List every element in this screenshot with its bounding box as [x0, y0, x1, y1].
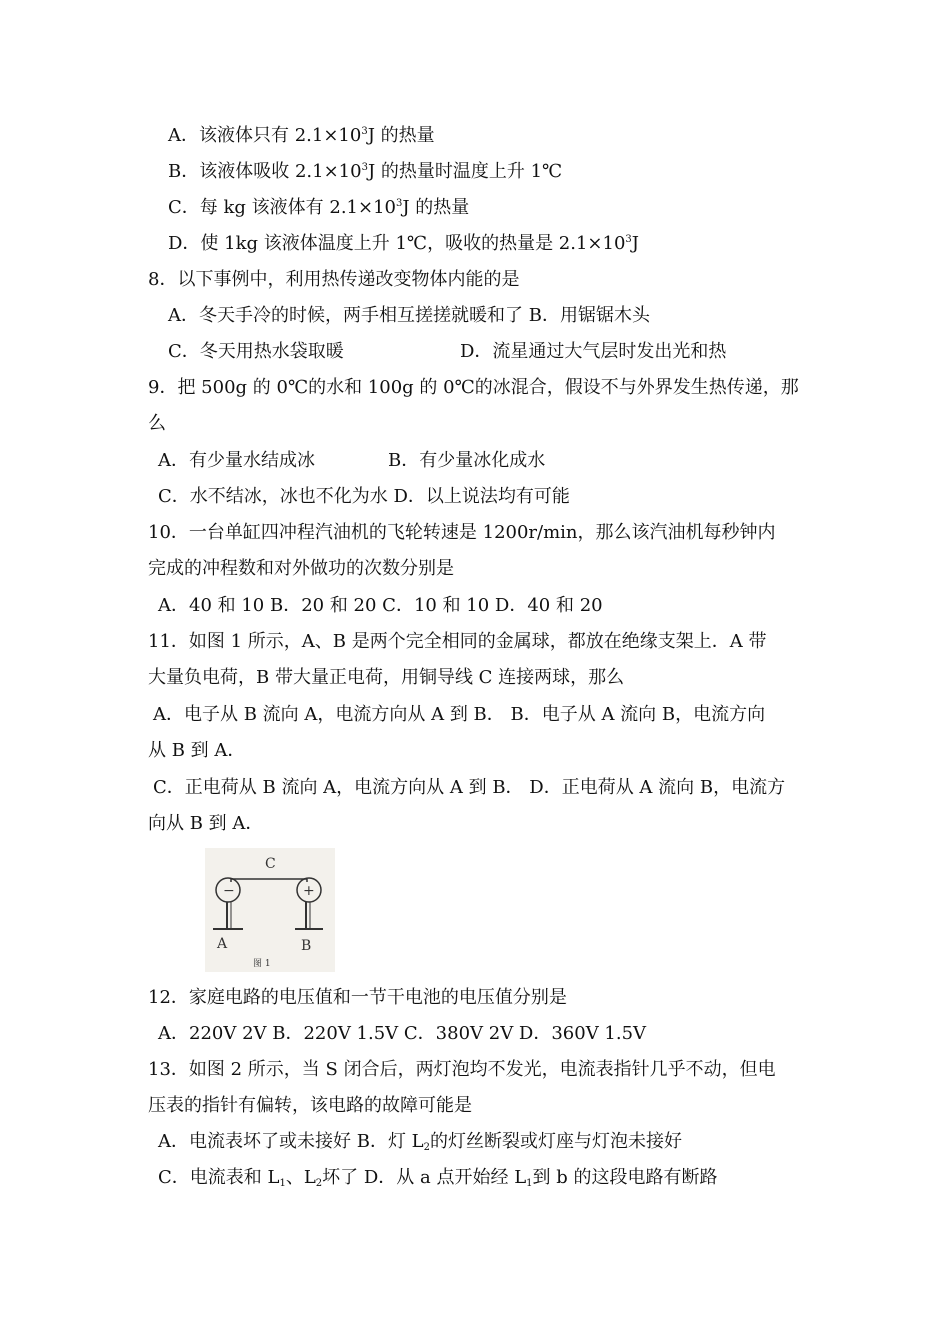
q8-option-c: C．冬天用热水袋取暖 [168, 341, 344, 362]
figure-label-c: C [265, 856, 276, 872]
q13-stem-line2: 压表的指针有偏转，该电路的故障可能是 [148, 1095, 472, 1116]
q7-option-c: C．每 kg 该液体有 $2.1\times 10^3J$ 的热量 [168, 197, 470, 218]
figure-label-a: A [217, 936, 228, 952]
q11-options-ab-line2: 从 B 到 A． [148, 740, 246, 761]
figure-label-b: B [301, 938, 312, 954]
figure-caption: 图 1 [253, 959, 271, 969]
q13-options-cd: C．电流表和 $L_1$、$L_2$坏了 D．从 a 点开始经 $L_1$到 b 的这段电路有断路 [158, 1167, 718, 1189]
figure-1-diagram [205, 848, 335, 972]
q8-options-ab: A．冬天手冷的时候，两手相互搓搓就暖和了 B．用锯锯木头 [168, 305, 650, 326]
q7-option-a: A．该液体只有 $2.1\times 10^3J$ 的热量 [168, 125, 435, 146]
q9-stem-line1: 9．把 500g 的 0℃的水和 100g 的 0℃的冰混合，假设不与外界发生热传递，那 [148, 377, 799, 398]
q12-stem: 12．家庭电路的电压值和一节干电池的电压值分别是 [148, 987, 567, 1008]
q9-option-a: A．有少量水结成冰 [158, 450, 315, 471]
q10-stem-line2: 完成的冲程数和对外做功的次数分别是 [148, 558, 454, 579]
q9-option-b: B．有少量冰化成水 [388, 450, 546, 471]
q8-stem: 8．以下事例中，利用热传递改变物体内能的是 [148, 269, 520, 290]
q11-options-cd-line1: C．正电荷从 B 流向 A，电流方向从 A 到 B． D．正电荷从 A 流向 B，电流方 [153, 777, 786, 798]
positive-charge-sign: + [303, 883, 315, 899]
q7-option-d: D．使 1kg 该液体温度上升 1℃，吸收的热量是 $2.1\times 10^3J$ [168, 233, 639, 254]
q10-stem-line1: 10．一台单缸四冲程汽油机的飞轮转速是 1200r/min，那么该汽油机每秒钟内 [148, 522, 776, 543]
q11-options-ab-line1: A．电子从 B 流向 A，电流方向从 A 到 B． B．电子从 A 流向 B，电流方向 [153, 704, 766, 725]
q10-options: A．40 和 10 B．20 和 20 C．10 和 10 D．40 和 20 [158, 595, 603, 616]
q9-options-cd: C．水不结冰，冰也不化为水 D．以上说法均有可能 [158, 486, 570, 507]
q8-option-d: D．流星通过大气层时发出光和热 [460, 341, 727, 362]
negative-charge-sign: − [223, 883, 235, 899]
q13-options-ab: A．电流表坏了或未接好 B．灯 $L_2$的灯丝断裂或灯座与灯泡未接好 [158, 1131, 682, 1153]
q11-stem-line2: 大量负电荷，B 带大量正电荷，用铜导线 C 连接两球，那么 [148, 667, 625, 688]
q11-options-cd-line2: 向从 B 到 A． [148, 813, 264, 834]
figure-1 [205, 848, 335, 972]
q7-option-b: B．该液体吸收 $2.1\times 10^3J$ 的热量时温度上升 1℃ [168, 161, 563, 182]
q9-stem-line2: 么 [148, 413, 166, 434]
q12-options: A．220V 2V B．220V 1.5V C．380V 2V D．360V 1.5V [158, 1023, 647, 1044]
q13-stem-line1: 13．如图 2 所示，当 S 闭合后，两灯泡均不发光，电流表指针几乎不动，但电 [148, 1059, 776, 1080]
q11-stem-line1: 11．如图 1 所示，A、B 是两个完全相同的金属球，都放在绝缘支架上．A 带 [148, 631, 767, 652]
